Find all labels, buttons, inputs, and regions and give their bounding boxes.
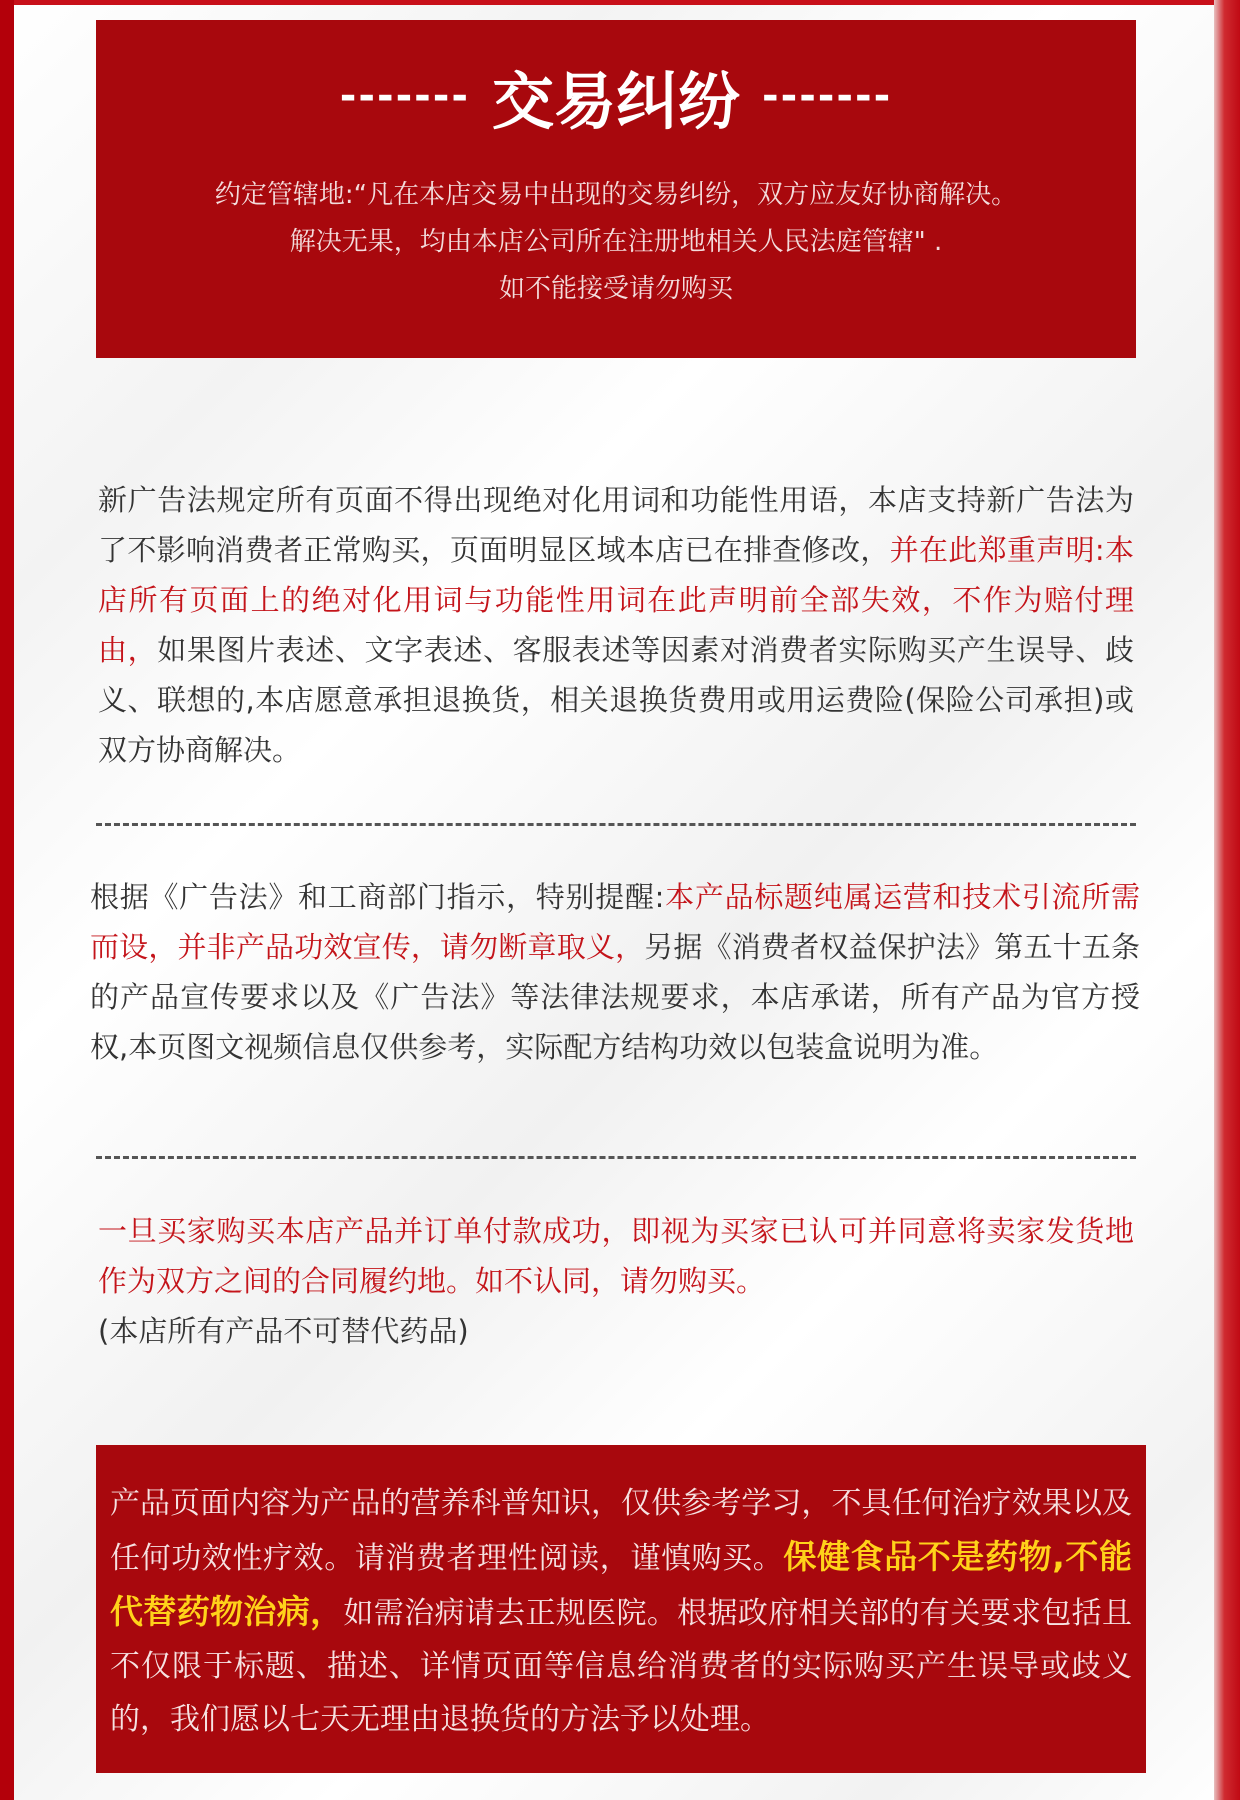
dashed-divider [96,823,1136,826]
contract-place-statement: 一旦买家购买本店产品并订单付款成功，即视为买家已认可并同意将卖家发货地作为双方之间的合同履约地。如不认同，请勿购买。 [98,1214,1134,1298]
title-dash-left: ------- [339,73,470,119]
disclaimer-highlight: 本产品标题纯属运营和技术引流所需而设，并非产品功效宣传，请勿断章取义， [90,880,1140,964]
left-red-edge [0,0,14,1800]
statement-text: 如果图片表述、文字表述、客服表述等因素对消费者实际购买产生误导、歧义、联想的,本店愿意承担退换货，相关退换货费用或用运费险(保险公司承担)或双方协商解决。 [98,633,1134,767]
not-medicine-note: (本店所有产品不可替代药品) [98,1314,469,1348]
title-row [96,56,1136,136]
ad-law-statement [98,475,1134,775]
health-food-notice-box [96,1445,1146,1773]
disclaimer-text: 根据《广告法》和工商部门指示，特别提醒: [90,880,665,914]
health-food-notice [110,1477,1132,1746]
notice-text: 如需治病请去正规医院。根据政府相关部的有关要求包括且不仅限于标题、描述、详情页面等信息给消费者的实际购买产生误导或歧义的，我们愿以七天无理由退换货的方法予以处理。 [110,1596,1132,1737]
right-red-edge [1214,0,1240,1800]
notice-text: 产品页面内容为产品的营养科普知识，仅供参考学习，不具任何治疗效果以及任何功效性疗效。请消费者理性阅读，谨慎购买。 [110,1486,1132,1576]
disclaimer-text: 另据《消费者权益保护法》第五十五条的产品宣传要求以及《广告法》等法律法规要求，本店承诺，所有产品为官方授权,本页图文视频信息仅供参考，实际配方结构功效以包装盒说明为准。 [90,930,1140,1064]
dispute-header-box [96,20,1136,358]
statement-highlight: 并在此郑重声明:本店所有页面上的绝对化用词与功能性用词在此声明前全部失效，不作为赔付理由， [98,533,1134,667]
jurisdiction-line: 解决无果，均由本店公司所在注册地相关人民法庭管辖" . [289,227,943,257]
top-red-edge [0,0,1240,5]
notice-highlight: 保健食品不是药物,不能代替药物治病， [110,1537,1132,1631]
jurisdiction-text [96,172,1136,313]
jurisdiction-line: 约定管辖地:“凡在本店交易中出现的交易纠纷，双方应友好协商解决。 [214,180,1018,210]
jurisdiction-line: 如不能接受请勿购买 [498,274,733,304]
statement-text: 新广告法规定所有页面不得出现绝对化用词和功能性用语，本店支持新广告法为了不影响消费者正常购买，页面明显区域本店已在排查修改， [98,483,1134,567]
dashed-divider [96,1156,1136,1159]
title-disclaimer [90,872,1140,1072]
page-title: 交易纠纷 [491,64,740,138]
title-dash-right: ------- [762,73,893,119]
